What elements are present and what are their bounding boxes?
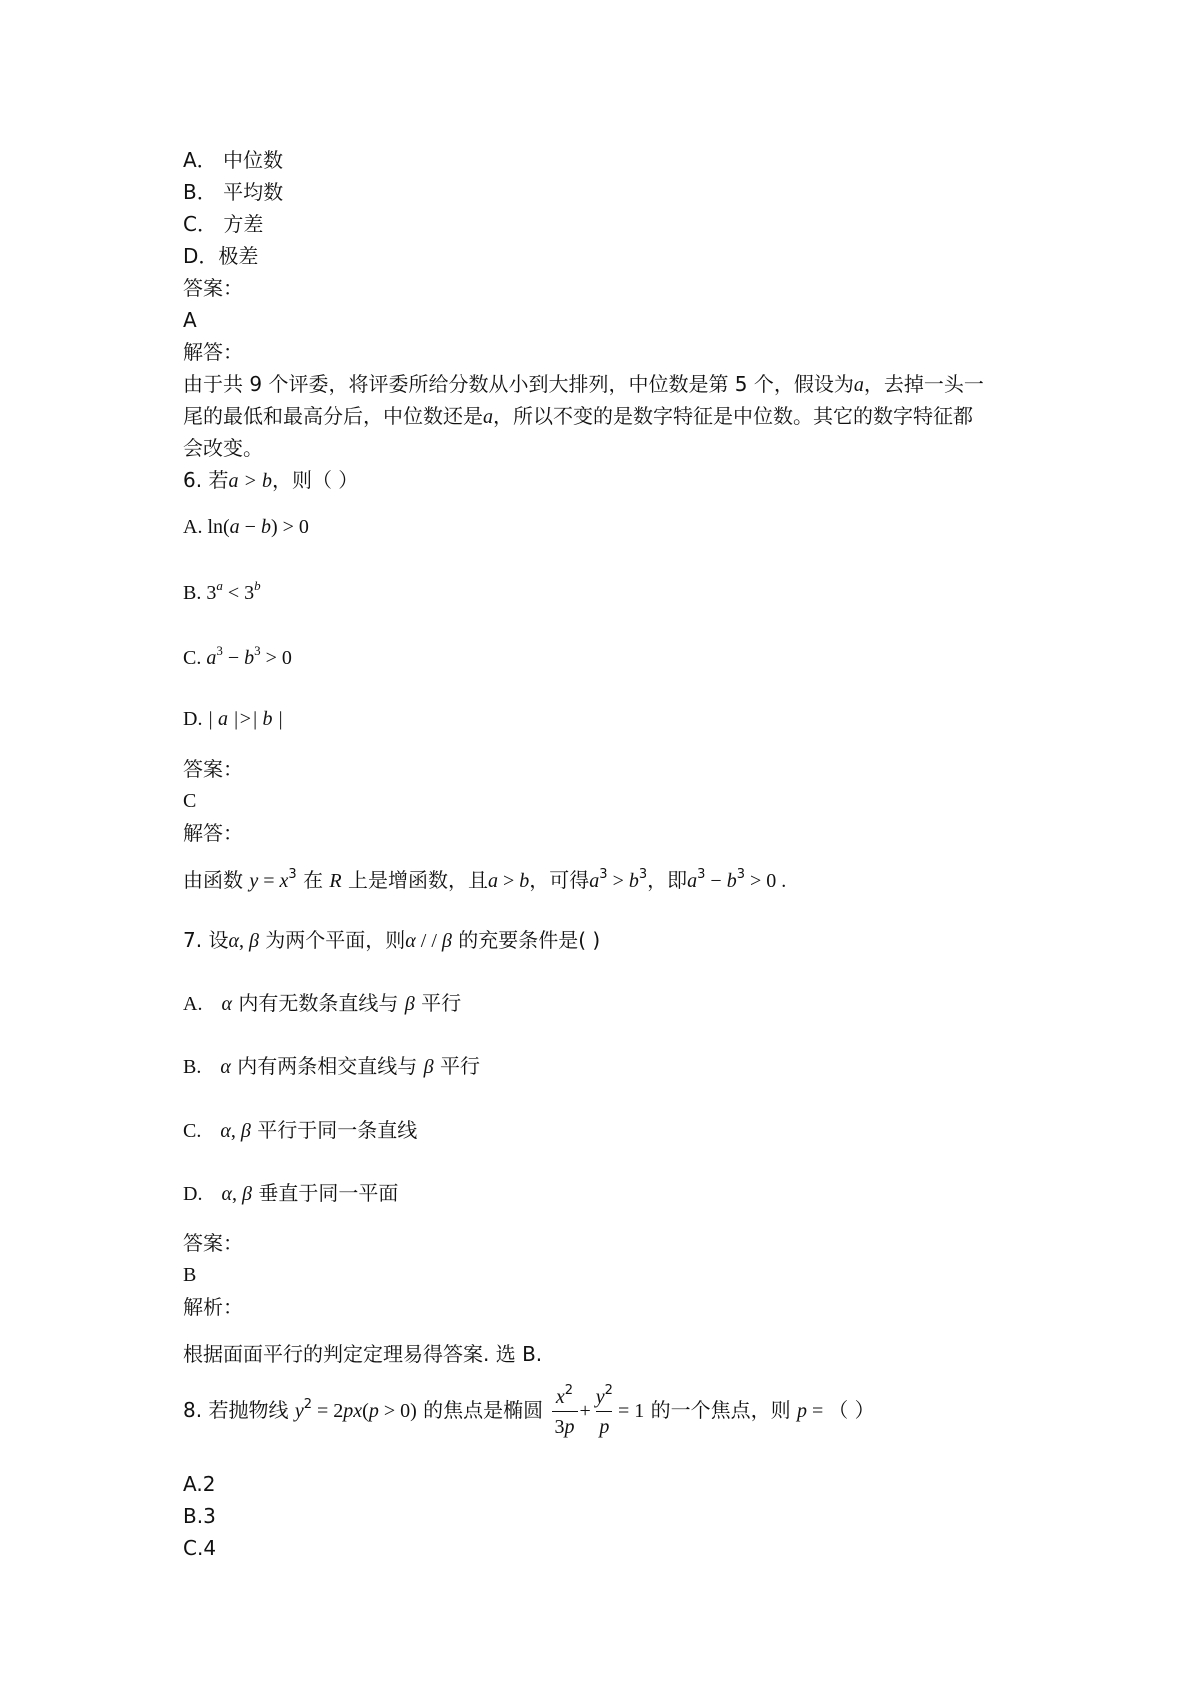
q7-answer: B bbox=[183, 1264, 197, 1286]
q5-option-b: B． 平均数 bbox=[183, 180, 284, 204]
q6-option-b: B. $3^a < 3^b$ bbox=[183, 578, 261, 604]
q7-option-d: D. α, β 垂直于同一平面 bbox=[183, 1181, 399, 1205]
fraction-y2-over-p: $\frac{y^2}{p}$ bbox=[595, 1383, 613, 1438]
q6-answer-label: 答案： bbox=[183, 757, 243, 781]
q6-explain: 由函数 $y = x^3$ 在 R 上是增函数，且a > b，可得$a^3 > b^3$，即$a^3 - b^3 > 0$ . bbox=[183, 867, 787, 892]
q7-explain: 根据面面平行的判定定理易得答案. 选 B. bbox=[183, 1342, 543, 1366]
q5-explain-line-2: 尾的最低和最高分后，中位数还是a，所以不变的是数字特征是中位数。其它的数字特征都 bbox=[183, 404, 973, 428]
q8-option-a: A.2 bbox=[183, 1472, 216, 1496]
q7-option-b: B. α 内有两条相交直线与 β 平行 bbox=[183, 1054, 480, 1078]
q8-option-c: C.4 bbox=[183, 1536, 217, 1560]
q5-option-d: D．极差 bbox=[183, 244, 259, 268]
q5-explain-line-1: 由于共 9 个评委，将评委所给分数从小到大排列，中位数是第 5 个，假设为a，去掉一头一 bbox=[183, 372, 984, 396]
fraction-x2-over-3p: $\frac{x^2}{3p}$ bbox=[552, 1384, 578, 1439]
q5-explain-label: 解答： bbox=[183, 340, 243, 364]
q8-option-b: B.3 bbox=[183, 1504, 216, 1528]
q6-option-c: C. $a^3 - b^3 > 0$ bbox=[183, 643, 292, 669]
q5-answer-label: 答案： bbox=[183, 276, 243, 300]
q6-option-a: A. ln(a − b) > 0 bbox=[183, 516, 309, 538]
q6-explain-label: 解答： bbox=[183, 821, 243, 845]
q6-stem: 6. 若a > b，则（ ） bbox=[183, 468, 359, 492]
q5-option-c: C． 方差 bbox=[183, 212, 264, 236]
q7-stem: 7. 设α, β 为两个平面，则α / / β 的充要条件是( ) bbox=[183, 928, 601, 952]
q8-stem: 8. 若抛物线 $y^2 = 2px(p > 0)$ 的焦点是椭圆 $\frac{x^2}{3p}$ + $\frac{y^2}{p}$ = 1 的一个焦点，则 p = （ ） bbox=[183, 1383, 875, 1438]
q7-explain-label: 解析： bbox=[183, 1295, 243, 1319]
q5-answer: A bbox=[183, 308, 197, 332]
q5-option-a: A． 中位数 bbox=[183, 148, 284, 172]
q6-option-d: D. | a |>| b | bbox=[183, 708, 283, 730]
q5-explain-line-3: 会改变。 bbox=[183, 436, 263, 460]
q7-option-a: A. α 内有无数条直线与 β 平行 bbox=[183, 991, 462, 1015]
q6-answer: C bbox=[183, 790, 197, 812]
q7-option-c: C. α, β 平行于同一条直线 bbox=[183, 1118, 418, 1142]
q7-answer-label: 答案： bbox=[183, 1231, 243, 1255]
